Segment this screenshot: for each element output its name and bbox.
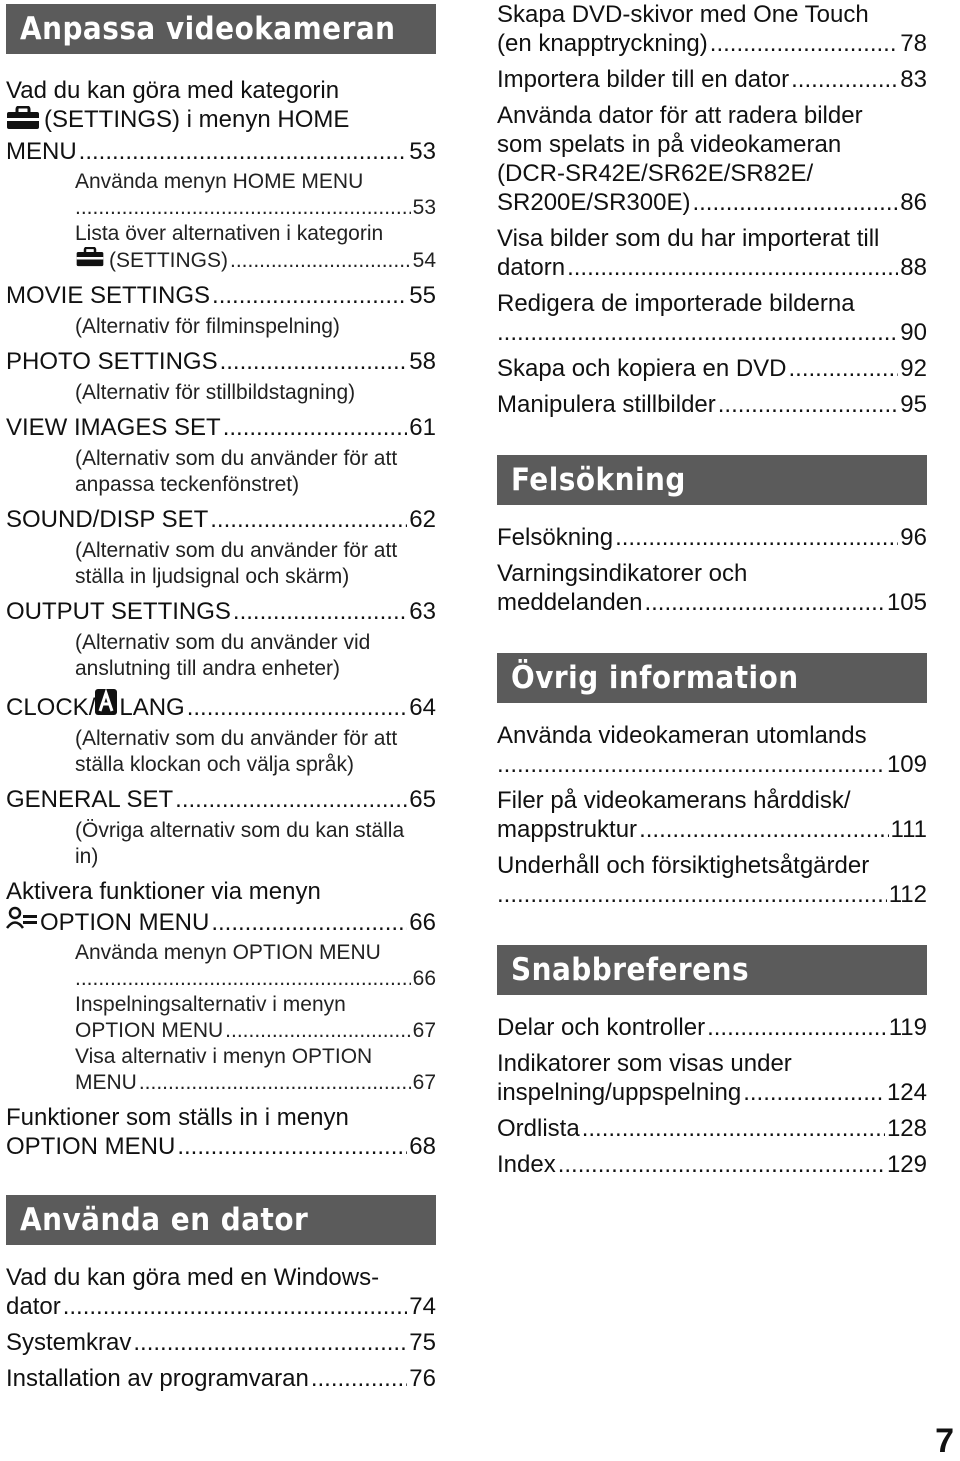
language-a-icon bbox=[95, 689, 117, 722]
toc-entry-troubleshooting[interactable]: Felsökning ..... 96 bbox=[497, 523, 927, 552]
toc-entry-glossary[interactable]: Ordlista ..... 128 bbox=[497, 1114, 927, 1143]
toc-subentry-view-options[interactable]: Visa alternativ i menyn OPTION MENU ..... 67 bbox=[6, 1044, 436, 1096]
page-number: 7 bbox=[935, 1422, 954, 1460]
toc-entry-movie-settings[interactable]: MOVIE SETTINGS ..... 55 bbox=[6, 281, 436, 310]
toc-description: (Alternativ som du använder för att ställa in ljudsignal och skärm) bbox=[75, 539, 398, 588]
toc-entry-functions-option-menu[interactable]: Funktioner som ställs in i menyn OPTION MENU ..... 68 bbox=[6, 1103, 436, 1161]
left-column bbox=[6, 4, 436, 1393]
toc-entry-windows[interactable]: Vad du kan göra med en Windows- dator ..... 74 bbox=[6, 1263, 436, 1321]
toc-entry-installation[interactable]: Installation av programvaran ..... 76 bbox=[6, 1364, 436, 1393]
toc-description: (Alternativ för stillbildstagning) bbox=[75, 381, 356, 404]
toc-subentry-settings-list[interactable]: Lista över alternativen i kategorin (SETTINGS) ..... 54 bbox=[6, 221, 436, 274]
toc-entry-output-settings[interactable]: OUTPUT SETTINGS ..... 63 bbox=[6, 597, 436, 626]
toc-description: (Alternativ som du använder vid anslutning till andra enheter) bbox=[75, 631, 371, 680]
toc-entry-indicators[interactable]: Indikatorer som visas under inspelning/uppspelning ..... 124 bbox=[497, 1049, 927, 1107]
toc-entry-copy-dvd[interactable]: Skapa och kopiera en DVD ..... 92 bbox=[497, 354, 927, 383]
toc-description: (Övriga alternativ som du kan ställa in) bbox=[75, 819, 405, 868]
toc-entry-photo-settings[interactable]: PHOTO SETTINGS ..... 58 bbox=[6, 347, 436, 376]
toolbox-icon bbox=[75, 247, 105, 274]
toc-description: (Alternativ som du använder för att anpassa teckenfönstret) bbox=[75, 447, 398, 496]
option-menu-icon bbox=[6, 906, 38, 937]
toc-subentry-home-menu[interactable]: Använda menyn HOME MENU ..... 53 bbox=[6, 169, 436, 221]
toc-description: (Alternativ som du använder för att ställa klockan och välja språk) bbox=[75, 727, 398, 776]
toc-entry-edit[interactable]: Redigera de importerade bilderna ..... 90 bbox=[497, 289, 927, 347]
section-header-anpassa: Anpassa videokameran bbox=[6, 4, 436, 54]
toc-entry-general-set[interactable]: GENERAL SET ..... 65 bbox=[6, 785, 436, 814]
section-header-dator: Använda en dator bbox=[6, 1195, 436, 1245]
toc-subentry-recording-options[interactable]: Inspelningsalternativ i menyn OPTION MENU ..... 67 bbox=[6, 992, 436, 1044]
section-header-snabb: Snabbreferens bbox=[497, 945, 927, 995]
toc-entry-stills[interactable]: Manipulera stillbilder ..... 95 bbox=[497, 390, 927, 419]
toc-entry-settings-category[interactable]: Vad du kan göra med kategorin (SETTINGS) i menyn HOME MENU ..... 53 bbox=[6, 76, 436, 166]
toc-entry-parts[interactable]: Delar och kontroller ..... 119 bbox=[497, 1013, 927, 1042]
toc-entry-delete[interactable]: Använda dator för att radera bilder som spelats in på videokameran (DCR-SR42E/SR62E/SR82E/ SR200E/SR300E) ..... 86 bbox=[497, 101, 927, 217]
toolbox-icon bbox=[6, 106, 40, 137]
toc-entry-option-menu[interactable]: Aktivera funktioner via menyn OPTION MENU ..... 66 bbox=[6, 877, 436, 937]
toc-entry-import[interactable]: Importera bilder till en dator ..... 83 bbox=[497, 65, 927, 94]
toc-entry-sound-disp-set[interactable]: SOUND/DISP SET ..... 62 bbox=[6, 505, 436, 534]
toc-entry-files[interactable]: Filer på videokamerans hårddisk/ mappstruktur ..... 111 bbox=[497, 786, 927, 844]
toc-entry-index[interactable]: Index ..... 129 bbox=[497, 1150, 927, 1179]
toc-entry-clock-lang[interactable]: CLOCK/ LANG ..... 64 bbox=[6, 689, 436, 722]
toc-description: (Alternativ för filminspelning) bbox=[75, 315, 340, 338]
toc-entry-warnings[interactable]: Varningsindikatorer och meddelanden ..... 105 bbox=[497, 559, 927, 617]
toc-entry-view-imported[interactable]: Visa bilder som du har importerat till datorn ..... 88 bbox=[497, 224, 927, 282]
right-column bbox=[497, 0, 927, 1179]
section-header-felsokning: Felsökning bbox=[497, 455, 927, 505]
toc-subentry-option-menu-use[interactable]: Använda menyn OPTION MENU ..... 66 bbox=[6, 940, 436, 992]
section-header-ovrig: Övrig information bbox=[497, 653, 927, 703]
toc-entry-one-touch-dvd[interactable]: Skapa DVD-skivor med One Touch (en knapptryckning) ..... 78 bbox=[497, 0, 927, 58]
toc-entry-abroad[interactable]: Använda videokameran utomlands ..... 109 bbox=[497, 721, 927, 779]
toc-entry-systemkrav[interactable]: Systemkrav ..... 75 bbox=[6, 1328, 436, 1357]
toc-entry-maintenance[interactable]: Underhåll och försiktighetsåtgärder ..... 112 bbox=[497, 851, 927, 909]
toc-entry-view-images-set[interactable]: VIEW IMAGES SET ..... 61 bbox=[6, 413, 436, 442]
